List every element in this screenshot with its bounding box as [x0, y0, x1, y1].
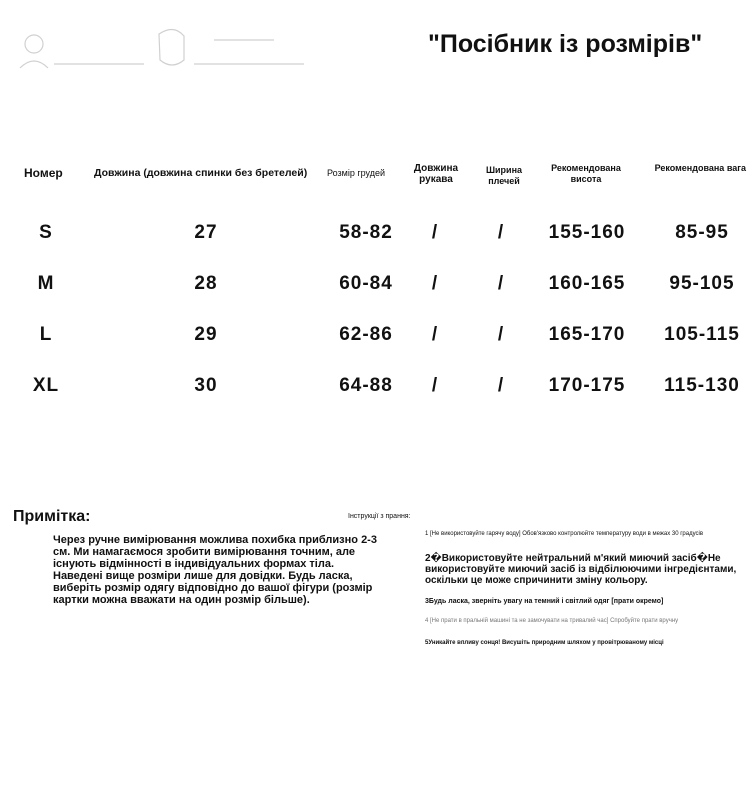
- table-cell-length: 29: [194, 324, 218, 345]
- care-item-5: 5Уникайте впливу сонця! Висушіть природним шляхом у провітрюваному місці: [425, 640, 664, 646]
- table-cell-weight: 95-105: [669, 273, 735, 294]
- col-header-weight: Рекомендована вага: [654, 163, 746, 173]
- note-text: Через ручне вимірювання можлива похибка приблизно 2-3 см. Ми намагаємося зробити вимірювання точним, але існують відмінності в індивідуальних формах тіла. Наведені вище розміри лише для довідки. Будь ласка, виберіть розмір одягу відповідно до вашої фігури (розмір картки можна вважати на один розмір більше).: [53, 534, 377, 606]
- table-cell-sleeve: /: [431, 375, 439, 396]
- table-cell-weight: 115-130: [664, 375, 740, 396]
- table-cell-chest: 58-82: [339, 222, 393, 243]
- table-cell-size: S: [39, 222, 53, 243]
- table-cell-shoulder: /: [497, 324, 505, 345]
- table-cell-size: M: [37, 273, 55, 294]
- table-cell-weight: 85-95: [675, 222, 729, 243]
- table-cell-weight: 105-115: [664, 324, 740, 345]
- table-cell-height: 165-170: [548, 324, 626, 345]
- table-cell-shoulder: /: [497, 273, 505, 294]
- table-cell-sleeve: /: [431, 273, 439, 294]
- table-cell-size: XL: [32, 375, 60, 396]
- col-header-shoulder: Ширина плечей: [485, 165, 523, 186]
- table-cell-chest: 64-88: [339, 375, 393, 396]
- table-cell-sleeve: /: [431, 324, 439, 345]
- care-item-2: 2�Використовуйте нейтральний м'який миючий засіб�Не використовуйте миючий засіб із відбілюючими інгредієнтами, оскільки це може спричинити зміну кольору.: [425, 553, 737, 586]
- note-title: Примітка:: [13, 508, 91, 525]
- table-cell-height: 155-160: [548, 222, 626, 243]
- col-header-length: Довжина (довжина спинки без бретелей): [94, 167, 308, 179]
- table-cell-size: L: [39, 324, 53, 345]
- brand-logo-watermark: [14, 24, 314, 76]
- table-cell-chest: 60-84: [339, 273, 393, 294]
- col-header-height: Рекомендована висота: [551, 163, 621, 184]
- care-item-3: 3Будь ласка, зверніть увагу на темний і світлий одяг [прати окремо]: [425, 598, 664, 605]
- table-cell-chest: 62-86: [339, 324, 393, 345]
- col-header-chest: Розмір грудей: [327, 168, 386, 178]
- table-cell-length: 27: [194, 222, 218, 243]
- table-cell-height: 160-165: [548, 273, 626, 294]
- table-cell-sleeve: /: [431, 222, 439, 243]
- care-item-1: 1 [Не використовуйте гарячу воду] Обов'язково контролюйте температуру води в межах 30 градусів: [425, 531, 704, 537]
- table-cell-shoulder: /: [497, 375, 505, 396]
- table-cell-length: 30: [194, 375, 218, 396]
- table-cell-height: 170-175: [548, 375, 626, 396]
- page-title: "Посібник із розмірів": [428, 30, 703, 58]
- col-header-number: Номер: [24, 166, 63, 180]
- table-cell-length: 28: [194, 273, 218, 294]
- care-title: Інструкції з прання:: [348, 513, 411, 520]
- col-header-sleeve: Довжина рукава: [413, 163, 459, 185]
- table-cell-shoulder: /: [497, 222, 505, 243]
- care-item-4: 4 [Не прати в пральній машині та не замочувати на тривалий час] Спробуйте прати вручну: [425, 618, 679, 624]
